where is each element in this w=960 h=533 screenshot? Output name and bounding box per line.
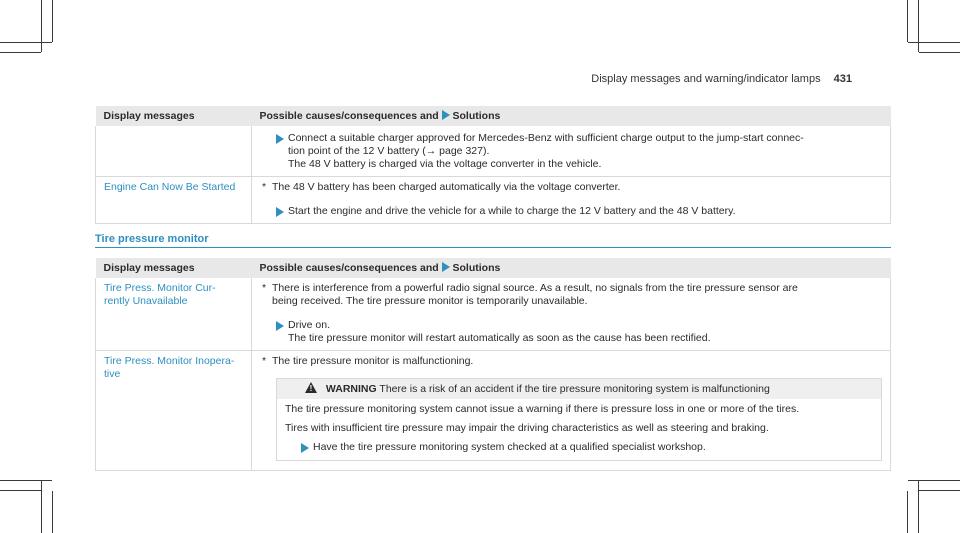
warning-step bbox=[285, 441, 873, 454]
crop-mark bbox=[918, 481, 919, 533]
table-row bbox=[96, 278, 891, 351]
column-header-causes: Possible causes/consequences and bbox=[259, 262, 439, 274]
warning-title: There is a risk of an accident if the tire pressure monitoring system is malfunctioning bbox=[379, 383, 770, 395]
column-header-causes-solutions bbox=[252, 258, 891, 278]
warning-paragraph: The tire pressure monitoring system cannot issue a warning if there is pressure loss in one or more of the tires. bbox=[285, 403, 800, 415]
warning-box bbox=[276, 378, 882, 461]
column-header-solutions: Solutions bbox=[452, 262, 501, 274]
message-cell-tire-press-monitor-unavailable bbox=[96, 278, 252, 351]
step-line: tion point of the 12 V battery (→ page 327). bbox=[288, 145, 490, 157]
crop-mark bbox=[908, 42, 960, 43]
warning-header bbox=[277, 379, 881, 399]
section-title: Tire pressure monitor bbox=[95, 233, 209, 245]
message-line: Tire Press. Monitor Inopera- bbox=[104, 355, 235, 367]
display-messages-table-2 bbox=[95, 258, 891, 471]
cause-solution-cell bbox=[252, 177, 891, 224]
message-cell bbox=[96, 126, 252, 177]
table-row bbox=[96, 351, 891, 471]
cause-asterisk-icon: * bbox=[262, 282, 267, 294]
crop-mark bbox=[907, 491, 908, 533]
crop-mark bbox=[0, 480, 52, 481]
solution-step bbox=[260, 319, 882, 345]
warning-body bbox=[277, 399, 881, 460]
arrow-right-icon bbox=[301, 443, 309, 453]
arrow-right-icon bbox=[276, 134, 284, 144]
cause-asterisk-icon: * bbox=[262, 181, 267, 193]
warning-paragraph: Tires with insufficient tire pressure may impair the driving characteristics as well as steering and braking. bbox=[285, 422, 769, 434]
step-text: Start the engine and drive the vehicle for a while to charge the 12 V battery and the 48 V battery. bbox=[288, 205, 736, 217]
crop-mark bbox=[0, 52, 41, 53]
crop-mark bbox=[907, 0, 908, 42]
message-line: rently Unavailable bbox=[104, 295, 188, 307]
step-line: The tire pressure monitor will restart automatically as soon as the cause has been rectified. bbox=[288, 332, 711, 344]
cause-text: The 48 V battery has been charged automatically via the voltage converter. bbox=[272, 181, 621, 193]
table-header-row bbox=[96, 258, 891, 278]
running-title: Display messages and warning/indicator lamps bbox=[591, 73, 821, 85]
section-divider bbox=[95, 247, 891, 248]
crop-mark bbox=[52, 491, 53, 533]
message-cell-engine-can-now-be-started: Engine Can Now Be Started bbox=[96, 177, 252, 224]
step-line: Connect a suitable charger approved for Mercedes-Benz with sufficient charge output to the jump-start connec- bbox=[288, 132, 804, 144]
column-header-causes-solutions bbox=[252, 106, 891, 126]
solution-step bbox=[260, 205, 882, 218]
message-cell-tire-press-monitor-inoperative bbox=[96, 351, 252, 471]
message-line: Tire Press. Monitor Cur- bbox=[104, 282, 216, 294]
table-row bbox=[96, 177, 891, 224]
cause-solution-cell bbox=[252, 278, 891, 351]
column-header-causes: Possible causes/consequences and bbox=[259, 110, 439, 122]
cause-line: being received. The tire pressure monitor is temporarily unavailable. bbox=[272, 295, 588, 307]
page-number: 431 bbox=[833, 73, 852, 85]
column-header-display-messages: Display messages bbox=[96, 106, 252, 126]
running-header bbox=[591, 73, 852, 85]
warning-triangle-icon: ! bbox=[305, 382, 317, 393]
table-header-row bbox=[96, 106, 891, 126]
step-line: Drive on. bbox=[288, 319, 331, 331]
crop-mark bbox=[0, 42, 52, 43]
warning-label: WARNING bbox=[325, 383, 377, 395]
cause-line: There is interference from a powerful radio signal source. As a result, no signals from the tire pressure sensor are bbox=[272, 282, 798, 294]
crop-mark bbox=[918, 0, 919, 52]
cause-asterisk-icon: * bbox=[262, 355, 267, 367]
arrow-right-icon bbox=[442, 262, 450, 272]
crop-mark bbox=[52, 0, 53, 42]
crop-mark bbox=[0, 490, 41, 491]
cause-item bbox=[260, 181, 882, 194]
crop-mark bbox=[919, 490, 960, 491]
cause-solution-cell bbox=[252, 351, 891, 471]
column-header-display-messages: Display messages bbox=[96, 258, 252, 278]
column-header-solutions: Solutions bbox=[452, 110, 501, 122]
cause-text: The tire pressure monitor is malfunctioning. bbox=[272, 355, 474, 367]
crop-mark bbox=[41, 0, 42, 52]
step-text: Have the tire pressure monitoring system checked at a qualified specialist workshop. bbox=[313, 441, 706, 453]
arrow-right-icon bbox=[276, 207, 284, 217]
step-line: The 48 V battery is charged via the voltage converter in the vehicle. bbox=[288, 158, 602, 170]
table-row bbox=[96, 126, 891, 177]
display-messages-table-1 bbox=[95, 106, 891, 224]
message-line: tive bbox=[104, 368, 121, 380]
crop-mark bbox=[41, 481, 42, 533]
arrow-right-icon bbox=[442, 110, 450, 120]
cause-item bbox=[260, 282, 882, 308]
crop-mark bbox=[919, 52, 960, 53]
solution-step bbox=[260, 132, 882, 171]
cause-item bbox=[260, 355, 882, 368]
solution-cell bbox=[252, 126, 891, 177]
arrow-right-icon bbox=[276, 321, 284, 331]
crop-mark bbox=[908, 480, 960, 481]
